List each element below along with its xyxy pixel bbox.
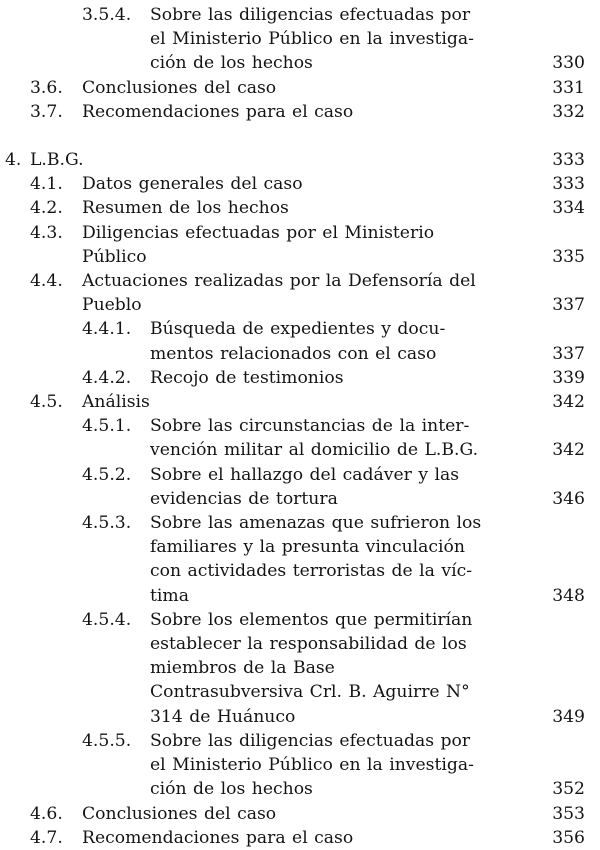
toc-entry-page: 334 [552,198,585,219]
toc-entry-number: 4.2. [30,198,63,219]
toc-entry-page: 342 [552,440,585,461]
toc-entry-title-line: Diligencias efectuadas por el Ministerio [82,222,435,243]
toc-entry-title-line: Conclusiones del caso [82,803,277,824]
toc-entry [0,366,600,390]
toc-entry-title-line: Análisis [82,392,150,413]
toc-entry-number: 4.4.1. [82,319,132,340]
toc-entry-title-line: 314 de Huánuco [150,706,296,727]
toc-entry-number: 4.4. [30,271,63,292]
toc-entry-title-line: Pueblo [82,295,142,316]
toc-entry-number: 4.3. [30,222,63,243]
toc-entry-page: 352 [552,779,585,800]
toc-entry-number: 4.6. [30,803,63,824]
toc-entry-page: 353 [552,803,585,824]
toc-entry-title-line: Recomendaciones para el caso [82,101,354,122]
toc-entry-title-line: L.B.G. [30,150,84,171]
toc-entry-title-line: Público [82,246,147,267]
toc-entry [0,729,600,802]
toc-entry-page: 342 [552,392,585,413]
table-of-contents [0,3,600,850]
toc-entry-title-line: Conclusiones del caso [82,77,277,98]
toc-entry [0,221,600,269]
toc-entry [0,317,600,365]
toc-entry-title-line: ción de los hechos [150,53,313,74]
toc-entry-title-line: Sobre el hallazgo del cadáver y las [150,464,460,485]
toc-entry-page: 333 [552,174,585,195]
toc-entry-title-line: con actividades terroristas de la víc- [150,561,473,582]
toc-entry [0,172,600,196]
toc-entry-number: 4.5.4. [82,609,132,630]
toc-entry-number: 4.1. [30,174,63,195]
toc-entry-title-line: Recomendaciones para el caso [82,827,354,848]
toc-entry-title-line: Sobre las diligencias efectuadas por [150,5,471,25]
toc-entry-title-line: ción de los hechos [150,779,313,800]
toc-entry-page: 356 [552,827,585,848]
toc-entry [0,148,600,172]
toc-entry-page: 337 [552,295,585,316]
toc-entry [0,76,600,100]
toc-entry [0,196,600,220]
toc-entry-title-line: vención militar al domicilio de L.B.G. [150,440,479,461]
toc-entry [0,414,600,462]
toc-entry-page: 333 [552,150,585,171]
toc-entry-title-line: miembros de la Base [150,658,335,679]
toc-entry-title-line: Sobre las circunstancias de la inter- [150,416,470,437]
toc-entry-title-line: Actuaciones realizadas por la Defensoría del [82,271,476,292]
toc-entry-title-line: el Ministerio Público en la investiga- [150,755,474,776]
toc-entry [0,3,600,76]
toc-entry-number: 3.6. [30,77,63,98]
toc-entry-page: 348 [552,585,585,606]
toc-entry-title-line: Sobre las diligencias efectuadas por [150,730,471,751]
toc-entry [0,826,600,850]
toc-entry-number: 4.5.2. [82,464,132,485]
toc-entry-title-line: Contrasubversiva Crl. B. Aguirre N° [150,682,470,703]
toc-entry [0,100,600,124]
toc-entry-number: 3.7. [30,101,63,122]
toc-entry-number: 4. [5,150,22,171]
toc-entry-number: 4.5.5. [82,730,132,751]
toc-entry-page: 339 [552,367,585,388]
toc-entry [0,269,600,317]
toc-entry-title-line: familiares y la presunta vinculación [150,537,465,558]
toc-entry-title-line: mentos relacionados con el caso [150,343,437,364]
toc-entry-number: 4.5.3. [82,513,132,534]
section-gap [0,124,600,148]
toc-entry-title-line: Búsqueda de expedientes y docu- [150,319,446,340]
toc-entry-page: 346 [552,488,585,509]
toc-entry [0,390,600,414]
toc-entry-number: 4.5.1. [82,416,132,437]
toc-entry [0,463,600,511]
toc-entry-title-line: evidencias de tortura [150,488,338,509]
toc-entry-page: 337 [552,343,585,364]
toc-entry-title-line: el Ministerio Público en la investiga- [150,29,474,50]
toc-entry-title-line: establecer la responsabilidad de los [150,634,467,655]
toc-entry-number: 4.4.2. [82,367,132,388]
toc-entry-number: 4.5. [30,392,63,413]
toc-entry-title-line: Sobre los elementos que permitirían [150,609,473,630]
toc-entry [0,802,600,826]
toc-entry-title-line: Recojo de testimonios [150,367,344,388]
toc-entry-title-line: Datos generales del caso [82,174,303,195]
toc-entry-number: 4.7. [30,827,63,848]
toc-entry-page: 330 [552,53,585,74]
toc-entry-page: 332 [552,101,585,122]
toc-entry-title-line: tima [150,585,189,606]
toc-entry-page: 349 [552,706,585,727]
toc-entry-number: 3.5.4. [82,5,132,25]
toc-entry-page: 335 [552,246,585,267]
toc-entry [0,511,600,608]
toc-entry [0,608,600,729]
toc-entry-title-line: Sobre las amenazas que sufrieron los [150,513,482,534]
toc-entry-title-line: Resumen de los hechos [82,198,289,219]
toc-entry-page: 331 [552,77,585,98]
